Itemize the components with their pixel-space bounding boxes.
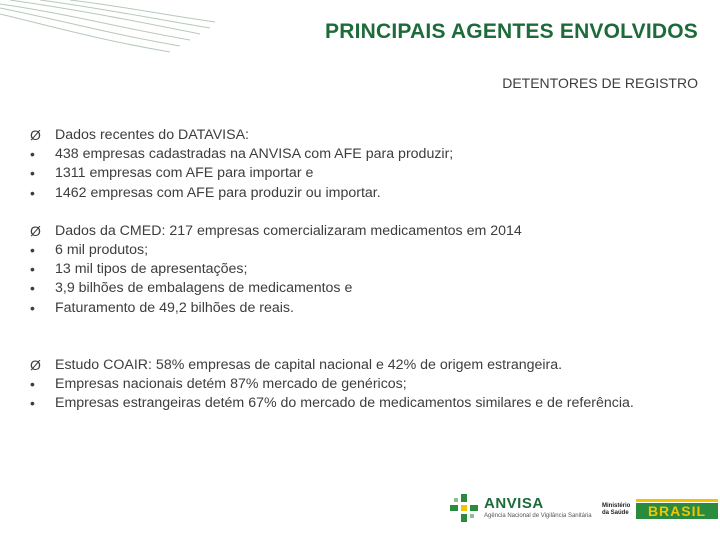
- anvisa-logo-description: Agência Nacional de Vigilância Sanitária: [484, 513, 592, 519]
- list-item: [30, 356, 695, 375]
- list-item: [30, 164, 695, 183]
- dot-bullet-icon: •: [30, 146, 35, 163]
- dot-bullet-icon: •: [30, 184, 35, 201]
- bullet-group-datavisa: [30, 126, 695, 203]
- bullet-text: 3,9 bilhões de embalagens de medicamentos e: [55, 280, 353, 297]
- bullet-text: 6 mil produtos;: [55, 242, 149, 259]
- arrow-bullet-icon: Ø: [30, 356, 41, 373]
- group-lead-text: Dados da CMED: 217 empresas comercializaram medicamentos em 2014: [55, 222, 522, 239]
- brasil-logo-icon: [636, 499, 718, 521]
- list-item: [30, 145, 695, 164]
- group-lead-text: Dados recentes do DATAVISA:: [55, 127, 249, 143]
- list-item: [30, 184, 695, 203]
- slide-body: [30, 126, 695, 413]
- arrow-bullet-icon: Ø: [30, 127, 41, 143]
- slide-title: PRINCIPAIS AGENTES ENVOLVIDOS: [325, 20, 698, 43]
- list-item: [30, 279, 695, 298]
- bullet-text: Empresas nacionais detém 87% mercado de genéricos;: [55, 376, 407, 393]
- list-item: [30, 299, 695, 318]
- list-item: [30, 241, 695, 260]
- list-item: [30, 222, 695, 241]
- bullet-text: Faturamento de 49,2 bilhões de reais.: [55, 299, 294, 316]
- dot-bullet-icon: •: [30, 165, 35, 182]
- arrow-bullet-icon: Ø: [30, 222, 41, 239]
- list-item: [30, 260, 695, 279]
- dot-bullet-icon: •: [30, 261, 35, 278]
- dot-bullet-icon: •: [30, 395, 35, 412]
- bullet-group-coair: [30, 356, 695, 414]
- bullet-text: 438 empresas cadastradas na ANVISA com AFE para produzir;: [55, 146, 454, 163]
- brasil-logo-text: BRASIL: [647, 503, 707, 519]
- bullet-text: Empresas estrangeiras detém 67% do mercado de medicamentos similares e de referência.: [55, 395, 634, 412]
- footer-logos: [448, 490, 720, 530]
- anvisa-logo-text: ANVISA: [484, 495, 544, 512]
- bullet-text: 13 mil tipos de apresentações;: [55, 261, 248, 278]
- dot-bullet-icon: •: [30, 376, 35, 393]
- list-item: [30, 126, 695, 145]
- bullet-text: 1311 empresas com AFE para importar e: [55, 165, 314, 182]
- dot-bullet-icon: •: [30, 242, 35, 259]
- group-lead-text: Estudo COAIR: 58% empresas de capital nacional e 42% de origem estrangeira.: [55, 356, 563, 373]
- bullet-group-cmed: [30, 222, 695, 318]
- bullet-text: 1462 empresas com AFE para produzir ou importar.: [55, 184, 381, 201]
- dot-bullet-icon: •: [30, 280, 35, 297]
- dot-bullet-icon: •: [30, 299, 35, 316]
- anvisa-cross-logo-icon: [450, 494, 478, 522]
- list-item: [30, 375, 695, 394]
- ministry-logo-text: Ministério da Saúde: [602, 503, 631, 516]
- slide-subtitle: DETENTORES DE REGISTRO: [502, 75, 698, 91]
- list-item: [30, 394, 695, 413]
